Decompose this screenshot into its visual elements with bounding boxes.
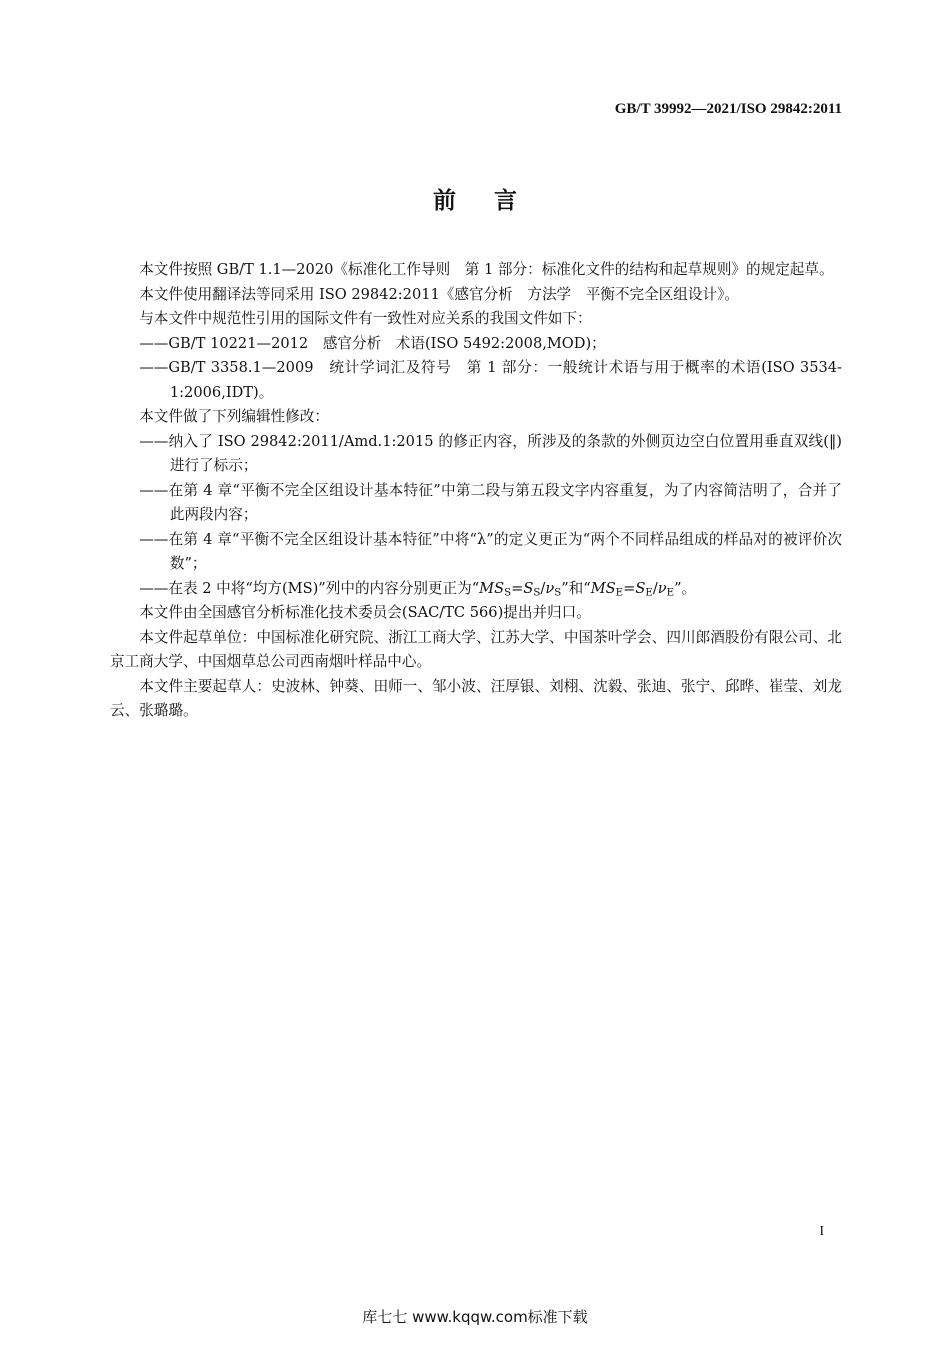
- s-symbol: S: [635, 579, 646, 597]
- formula-middle: ”和“: [561, 579, 591, 597]
- nu-symbol: ν: [657, 579, 667, 597]
- s-symbol: S: [523, 579, 534, 597]
- paragraph: 本文件由全国感官分析标准化技术委员会(SAC/TC 566)提出并归口。: [139, 604, 591, 621]
- subscript-e: E: [645, 587, 653, 599]
- page-title: 前言: [433, 188, 555, 214]
- equals-sign: =: [511, 579, 524, 597]
- standard-code: GB/T 39992—2021/ISO 29842:2011: [614, 101, 842, 117]
- paragraph: 本文件起草单位：中国标准化研究院、浙江工商大学、江苏大学、中国茶叶学会、四川郎酒股份有限公司、北京工商大学、中国烟草总公司西南烟叶样品中心。: [110, 628, 842, 670]
- subscript-s: S: [533, 587, 541, 599]
- ms-symbol: MS: [590, 579, 616, 597]
- foreword-body: [110, 258, 842, 724]
- slash: /: [652, 579, 658, 597]
- list-item-formula: [110, 577, 842, 602]
- nu-symbol: ν: [545, 579, 555, 597]
- footer-watermark: 库七七 www.kqqw.com标准下载: [362, 1308, 588, 1326]
- subscript-e: E: [615, 587, 624, 599]
- list-item: ——在第 4 章“平衡不完全区组设计基本特征”中将“λ”的定义更正为“两个不同样品组成的样品对的被评价次数”；: [139, 530, 842, 572]
- slash: /: [540, 579, 546, 597]
- list-item: ——在第 4 章“平衡不完全区组设计基本特征”中第二段与第五段文字内容重复，为了内容简洁明了，合并了此两段内容；: [139, 481, 842, 523]
- list-item: ——GB/T 10221—2012 感官分析 术语(ISO 5492:2008,MOD)；: [139, 334, 606, 352]
- paragraph: 与本文件中规范性引用的国际文件有一致性对应关系的我国文件如下：: [139, 310, 592, 327]
- subscript-e: E: [666, 587, 675, 599]
- list-item: ——GB/T 3358.1—2009 统计学词汇及符号 第 1 部分：一般统计术语与用于概率的术语(ISO 3534-1:2006,IDT)。: [139, 359, 842, 401]
- list-item: ——纳入了 ISO 29842:2011/Amd.1:2015 的修正内容，所涉及的条款的外侧页边空白位置用垂直双线(‖)进行了标示；: [139, 432, 842, 474]
- formula-suffix: ”。: [674, 579, 697, 597]
- page-number: I: [819, 1224, 824, 1239]
- paragraph: 本文件使用翻译法等同采用 ISO 29842:2011《感官分析 方法学 平衡不完全区组设计》。: [139, 285, 739, 303]
- paragraph: 本文件主要起草人：史波林、钟葵、田师一、邹小波、汪厚银、刘栩、沈毅、张迪、张宁、邱晔、崔莹、刘龙云、张璐璐。: [110, 677, 842, 719]
- paragraph: 本文件做了下列编辑性修改：: [139, 408, 329, 425]
- formula-prefix: ——在表 2 中将“均方(MS)”列中的内容分别更正为“: [139, 579, 480, 597]
- paragraph: 本文件按照 GB/T 1.1—2020《标准化工作导则 第 1 部分：标准化文件的结构和起草规则》的规定起草。: [139, 261, 834, 278]
- subscript-s: S: [554, 587, 562, 599]
- ms-symbol: MS: [479, 579, 505, 597]
- subscript-s: S: [504, 587, 512, 599]
- equals-sign: =: [623, 579, 636, 597]
